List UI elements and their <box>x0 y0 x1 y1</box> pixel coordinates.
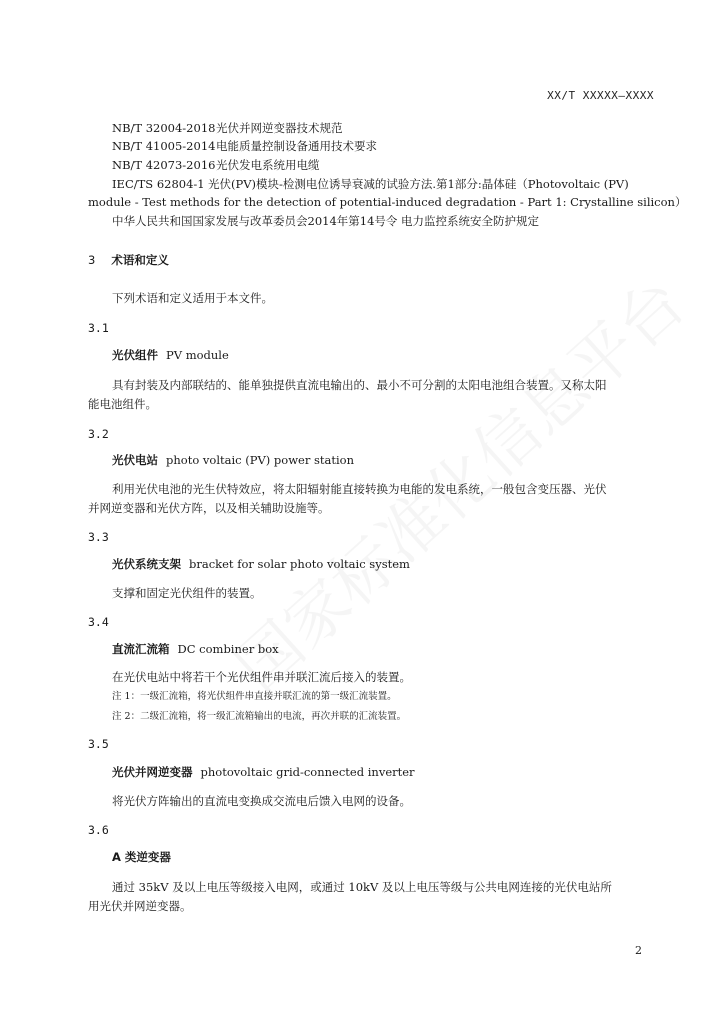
term-en: photovoltaic grid-connected inverter <box>200 765 415 779</box>
reference-title-continued: module - Test methods for the detection of potential-induced degradation - Part 1: Crystalline silicon） <box>88 195 687 209</box>
term-definition: 将光伏方阵输出的直流电变换成交流电后馈入电网的设备。 <box>112 794 411 808</box>
term-zh: 直流汇流箱 <box>112 642 170 656</box>
term-definition: 支撑和固定光伏组件的装置。 <box>112 586 262 600</box>
term-number: 3.4 <box>88 615 109 629</box>
term-number: 3.6 <box>88 823 109 837</box>
reference-code: NB/T 41005-2014 <box>112 139 216 153</box>
term-number: 3.3 <box>88 530 109 544</box>
section-heading <box>88 252 169 268</box>
term-heading <box>112 849 179 865</box>
reference-item <box>112 212 539 230</box>
term-number: 3.5 <box>88 737 109 751</box>
reference-code: IEC/TS 62804-1 <box>112 177 205 191</box>
term-zh: 光伏电站 <box>112 453 158 467</box>
reference-item <box>112 137 377 155</box>
section-number: 3 <box>88 253 96 267</box>
reference-item <box>112 175 629 193</box>
term-heading <box>112 347 229 363</box>
term-definition-cont: 用光伏并网逆变器。 <box>88 899 192 913</box>
term-en: PV module <box>166 348 229 362</box>
term-note: 注 2：二级汇流箱，将一级汇流箱输出的电流，再次并联的汇流装置。 <box>112 711 407 722</box>
reference-title: 光伏发电系统用电缆 <box>216 158 320 172</box>
reference-item <box>112 119 343 137</box>
term-en: bracket for solar photo voltaic system <box>189 557 410 571</box>
reference-code: NB/T 42073-2016 <box>112 158 216 172</box>
page-number: 2 <box>635 944 642 957</box>
term-definition-cont: 能电池组件。 <box>88 397 157 411</box>
term-zh: 光伏组件 <box>112 348 158 362</box>
term-heading <box>112 641 279 657</box>
reference-title: 电能质量控制设备通用技术要求 <box>216 139 377 153</box>
term-heading <box>112 556 410 572</box>
term-en: DC combiner box <box>177 642 279 656</box>
standard-number: XX/T XXXXX—XXXX <box>547 89 654 102</box>
term-definition: 具有封装及内部联结的、能单独提供直流电输出的、最小不可分割的太阳电池组合装置。又称太阳 <box>112 378 607 392</box>
term-definition: 在光伏电站中将若干个光伏组件串并联汇流后接入的装置。 <box>112 670 411 684</box>
term-zh: 光伏并网逆变器 <box>112 765 193 779</box>
term-zh: 光伏系统支架 <box>112 557 181 571</box>
term-heading <box>112 764 415 780</box>
term-number: 3.2 <box>88 427 109 441</box>
term-heading <box>112 452 354 468</box>
term-en: photo voltaic (PV) power station <box>166 453 355 467</box>
term-definition-cont: 并网逆变器和光伏方阵，以及相关辅助设施等。 <box>88 501 330 515</box>
section-intro: 下列术语和定义适用于本文件。 <box>112 291 273 305</box>
section-title: 术语和定义 <box>111 253 169 267</box>
reference-code: NB/T 32004-2018 <box>112 121 216 135</box>
term-note: 注 1：一级汇流箱，将光伏组件串直接并联汇流的第一级汇流装置。 <box>112 691 397 702</box>
term-definition: 通过 35kV 及以上电压等级接入电网，或通过 10kV 及以上电压等级与公共电网连接的光伏电站所 <box>112 880 612 894</box>
reference-title: 中华人民共和国国家发展与改革委员会2014年第14号令 电力监控系统安全防护规定 <box>112 214 540 228</box>
term-definition: 利用光伏电池的光生伏特效应，将太阳辐射能直接转换为电能的发电系统，一般包含变压器、光伏 <box>112 482 607 496</box>
reference-title: 光伏(PV)模块-检测电位诱导衰减的试验方法.第1部分:晶体硅（Photovoltaic (PV) <box>208 177 629 191</box>
term-zh: A 类逆变器 <box>112 850 171 864</box>
reference-title: 光伏并网逆变器技术规范 <box>216 121 343 135</box>
reference-item <box>112 156 320 174</box>
term-number: 3.1 <box>88 321 109 335</box>
